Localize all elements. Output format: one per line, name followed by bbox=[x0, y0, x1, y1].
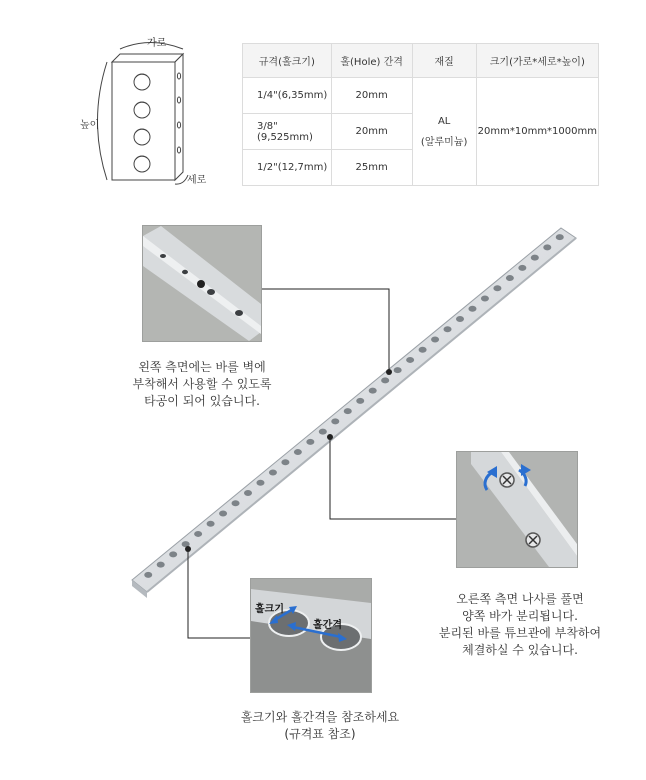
rail-hole bbox=[468, 306, 476, 312]
rail-hole bbox=[493, 285, 501, 291]
left-side-photo bbox=[142, 225, 262, 342]
rail-hole bbox=[194, 531, 202, 537]
right-side-caption bbox=[420, 591, 620, 659]
rail-hole bbox=[356, 398, 364, 404]
pitch-cell: 20mm bbox=[331, 114, 412, 150]
rail-hole bbox=[556, 234, 564, 240]
col-header-material: 재질 bbox=[412, 44, 476, 78]
rail-hole bbox=[294, 449, 302, 455]
rail-hole bbox=[506, 275, 514, 281]
rail-hole bbox=[331, 418, 339, 424]
left-side-photo-image bbox=[143, 226, 261, 341]
caption-line: 왼쪽 측면에는 바를 벽에 bbox=[138, 360, 266, 374]
col-header-pitch: 홀(Hole) 간격 bbox=[331, 44, 412, 78]
caption-line: 양쪽 바가 분리됩니다. bbox=[462, 609, 578, 623]
material-value: AL bbox=[437, 115, 451, 127]
rail-hole bbox=[319, 429, 327, 435]
height-label: 높이 bbox=[80, 120, 100, 131]
pitch-cell: 25mm bbox=[331, 150, 412, 186]
rail-hole bbox=[419, 347, 427, 353]
rail-hole bbox=[269, 470, 277, 476]
depth-label: 세로 bbox=[187, 175, 207, 186]
width-label: 가로 bbox=[147, 38, 167, 49]
spec-cell: 1/2"(12,7mm) bbox=[243, 150, 332, 186]
rail-hole bbox=[157, 562, 165, 568]
rail-hole bbox=[306, 439, 314, 445]
rail-hole bbox=[232, 500, 240, 506]
rail-hole bbox=[431, 336, 439, 342]
rail-hole bbox=[281, 459, 289, 465]
hole-size-label: 홀크기 bbox=[255, 604, 284, 615]
pitch-cell: 20mm bbox=[331, 78, 412, 114]
rail-hole bbox=[344, 408, 352, 414]
rail-hole bbox=[531, 255, 539, 261]
col-header-size: 크기(가로*세로*높이) bbox=[476, 44, 598, 78]
caption-line: 분리된 바를 튜브관에 부착하여 bbox=[438, 626, 602, 640]
caption-line: 부착해서 사용할 수 있도록 bbox=[132, 377, 272, 391]
spec-cell: 3/8"(9,525mm) bbox=[243, 114, 332, 150]
rail-hole bbox=[394, 367, 402, 373]
hole-detail-photo bbox=[250, 578, 372, 693]
rail-hole bbox=[144, 572, 152, 578]
rail-hole bbox=[543, 244, 551, 250]
rail-hole bbox=[219, 510, 227, 516]
caption-line: 오른쪽 측면 나사를 풀면 bbox=[456, 592, 584, 606]
rail-hole bbox=[518, 265, 526, 271]
hole-ref-caption bbox=[205, 709, 435, 743]
rail-hole bbox=[456, 316, 464, 322]
right-side-photo bbox=[456, 451, 578, 568]
rail-hole bbox=[207, 521, 215, 527]
col-header-spec: 규격(홀크기) bbox=[243, 44, 332, 78]
connector-line-right bbox=[330, 437, 456, 519]
rail-hole bbox=[169, 551, 177, 557]
rail-hole bbox=[244, 490, 252, 496]
caption-line: 홀크기와 홀간격을 참조하세요 bbox=[240, 710, 400, 724]
hole-pitch-label: 홀간격 bbox=[313, 620, 342, 631]
right-side-photo-image bbox=[457, 452, 577, 567]
rail-hole bbox=[369, 388, 377, 394]
rail-hole bbox=[406, 357, 414, 363]
rail-hole bbox=[481, 296, 489, 302]
left-side-caption bbox=[122, 359, 282, 410]
rail-hole bbox=[381, 377, 389, 383]
caption-line: (규격표 참조) bbox=[284, 727, 356, 741]
hole-detail-photo-image bbox=[251, 579, 371, 692]
caption-line: 타공이 되어 있습니다. bbox=[144, 394, 260, 408]
rail-hole bbox=[444, 326, 452, 332]
connector-line-bottom bbox=[188, 549, 250, 638]
caption-line: 체결하실 수 있습니다. bbox=[462, 643, 578, 657]
rail-hole bbox=[256, 480, 264, 486]
size-cell: 20mm*10mm*1000mm bbox=[476, 78, 598, 186]
spec-cell: 1/4"(6,35mm) bbox=[243, 78, 332, 114]
material-sub: (알루미늄) bbox=[420, 136, 468, 148]
